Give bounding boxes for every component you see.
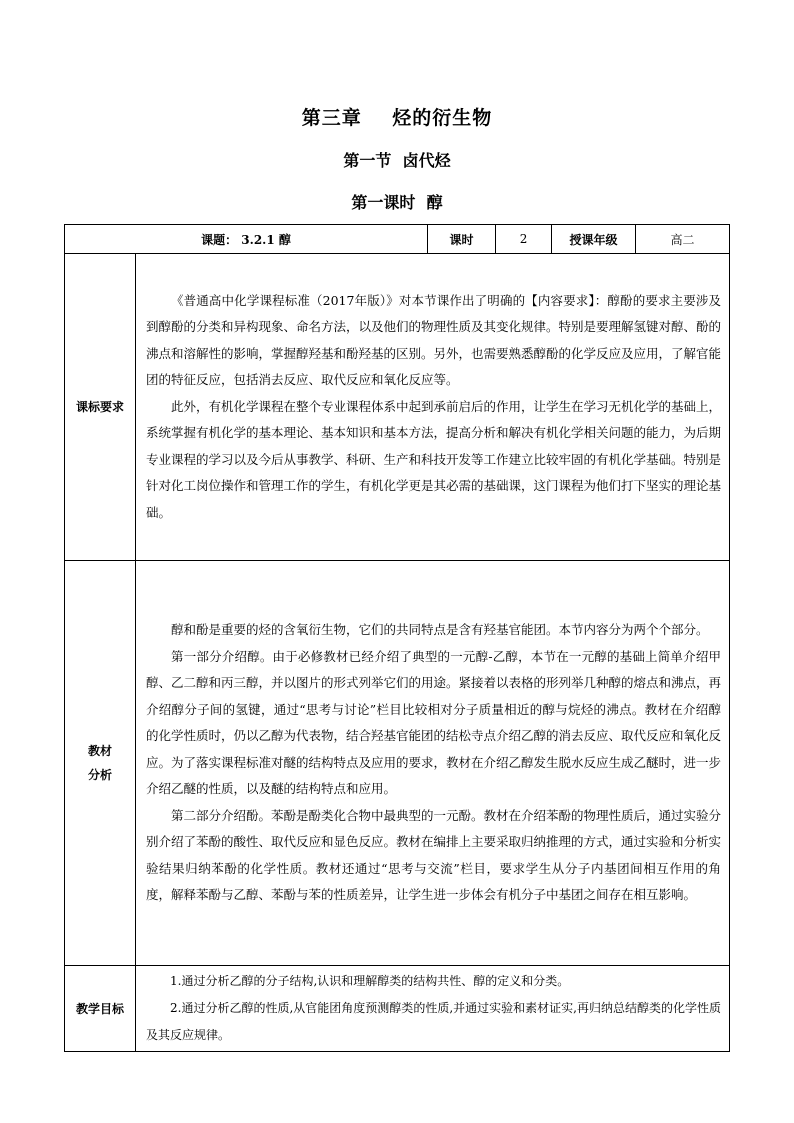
goals-content bbox=[136, 966, 730, 1052]
goals-row bbox=[65, 966, 730, 1052]
lesson-title: 第一课时 醇 bbox=[351, 193, 443, 212]
goals-label: 教学目标 bbox=[65, 966, 136, 1052]
section-title: 第一节 卤代烃 bbox=[343, 151, 451, 170]
textbook-paragraph: 第二部分介绍酚。苯酚是酚类化合物中最典型的一元酚。教材在介绍苯酚的物理性质后，通过实验分别介绍了苯酚的酸性、取代反应和显色反应。教材在编排上主要采取归纳推理的方式，通过实验和分析实验结果归纳苯酚的化学性质。教材还通过“思考与交流”栏目，要求学生从分子内基团间相互作用的角度，解释苯酚与乙醇、苯酚与苯的性质差异，让学生进一步体会有机分子中基团之间存在相互影响。 bbox=[146, 807, 722, 903]
header-row bbox=[65, 225, 730, 254]
textbook-paragraph: 第一部分介绍醇。由于必修教材已经介绍了典型的一元醇-乙醇，本节在一元醇的基础上简单介绍甲醇、乙二醇和丙三醇，并以图片的形式列举它们的用途。紧接着以表格的形列举几种醇的熔点和沸点，再介绍醇分子间的氢键，通过“思考与讨论”栏目比较相对分子质量相近的醇与烷烃的沸点。教材在介绍醇的化学性质时，仍以乙醇为代表物，结合羟基官能团的结松寺点介绍乙醇的消去反应、取代反应和氧化反应。为了落实课程标准对醚的结构特点及应用的要求，教材在介绍乙醇发生脱水反应生成乙醚时，进一步介绍乙醚的性质，以及醚的结构特点和应用。 bbox=[146, 648, 722, 797]
hours-label: 课时 bbox=[428, 225, 496, 254]
curriculum-row bbox=[65, 254, 730, 561]
curriculum-content bbox=[136, 254, 730, 561]
goals-paragraph: 2.通过分析乙醇的性质,从官能团角度预测醇类的性质,并通过实验和素材证实,再归纳总结醇类的化学性质及其反应规律。 bbox=[146, 1001, 722, 1042]
grade-label: 授课年级 bbox=[552, 225, 636, 254]
textbook-label bbox=[65, 561, 136, 966]
hours-value: 2 bbox=[496, 225, 552, 254]
curriculum-paragraph: 《普通高中化学课程标准（2017年版）》对本节课作出了明确的【内容要求】：醇酚的要求主要涉及到醇酚的分类和异构现象、命名方法，以及他们的物理性质及其变化规律。特别是要理解氢键对醇、酚的沸点和溶解性的影响，掌握醇羟基和酚羟基的区别。另外，也需要熟悉醇酚的化学反应及应用，了解官能团的特征反应，包括消去反应、取代反应和氧化反应等。 bbox=[146, 292, 722, 388]
grade-value: 高二 bbox=[636, 225, 730, 254]
textbook-row bbox=[65, 561, 730, 966]
textbook-label-line: 分析 bbox=[87, 768, 112, 782]
curriculum-paragraph: 此外，有机化学课程在整个专业课程体系中起到承前启后的作用，让学生在学习无机化学的基础上，系统掌握有机化学的基本理论、基本知识和基本方法，提高分析和解决有机化学相关问题的能力，为后期专业课程的学习以及今后从事教学、科研、生产和科技开发等工作建立比较牢固的有机化学基础。特别是针对化工岗位操作和管理工作的学生，有机化学更是其必需的基础课，这门课程为他们打下坚实的理论基础。 bbox=[146, 398, 722, 520]
textbook-paragraph: 醇和酚是重要的烃的含氧衍生物，它们的共同特点是含有羟基官能团。本节内容分为两个个部分。 bbox=[171, 622, 709, 638]
goals-paragraph: 1.通过分析乙醇的分子结构,认识和理解醇类的结构共性、醇的定义和分类。 bbox=[170, 974, 570, 988]
topic-cell: 课题： 3.2.1 醇 bbox=[65, 225, 428, 254]
textbook-content bbox=[136, 561, 730, 966]
textbook-label-line: 教材 bbox=[87, 744, 112, 758]
curriculum-label: 课标要求 bbox=[65, 254, 136, 561]
chapter-title: 第三章 烃的衍生物 bbox=[301, 107, 493, 129]
lesson-plan-table bbox=[64, 224, 730, 1052]
